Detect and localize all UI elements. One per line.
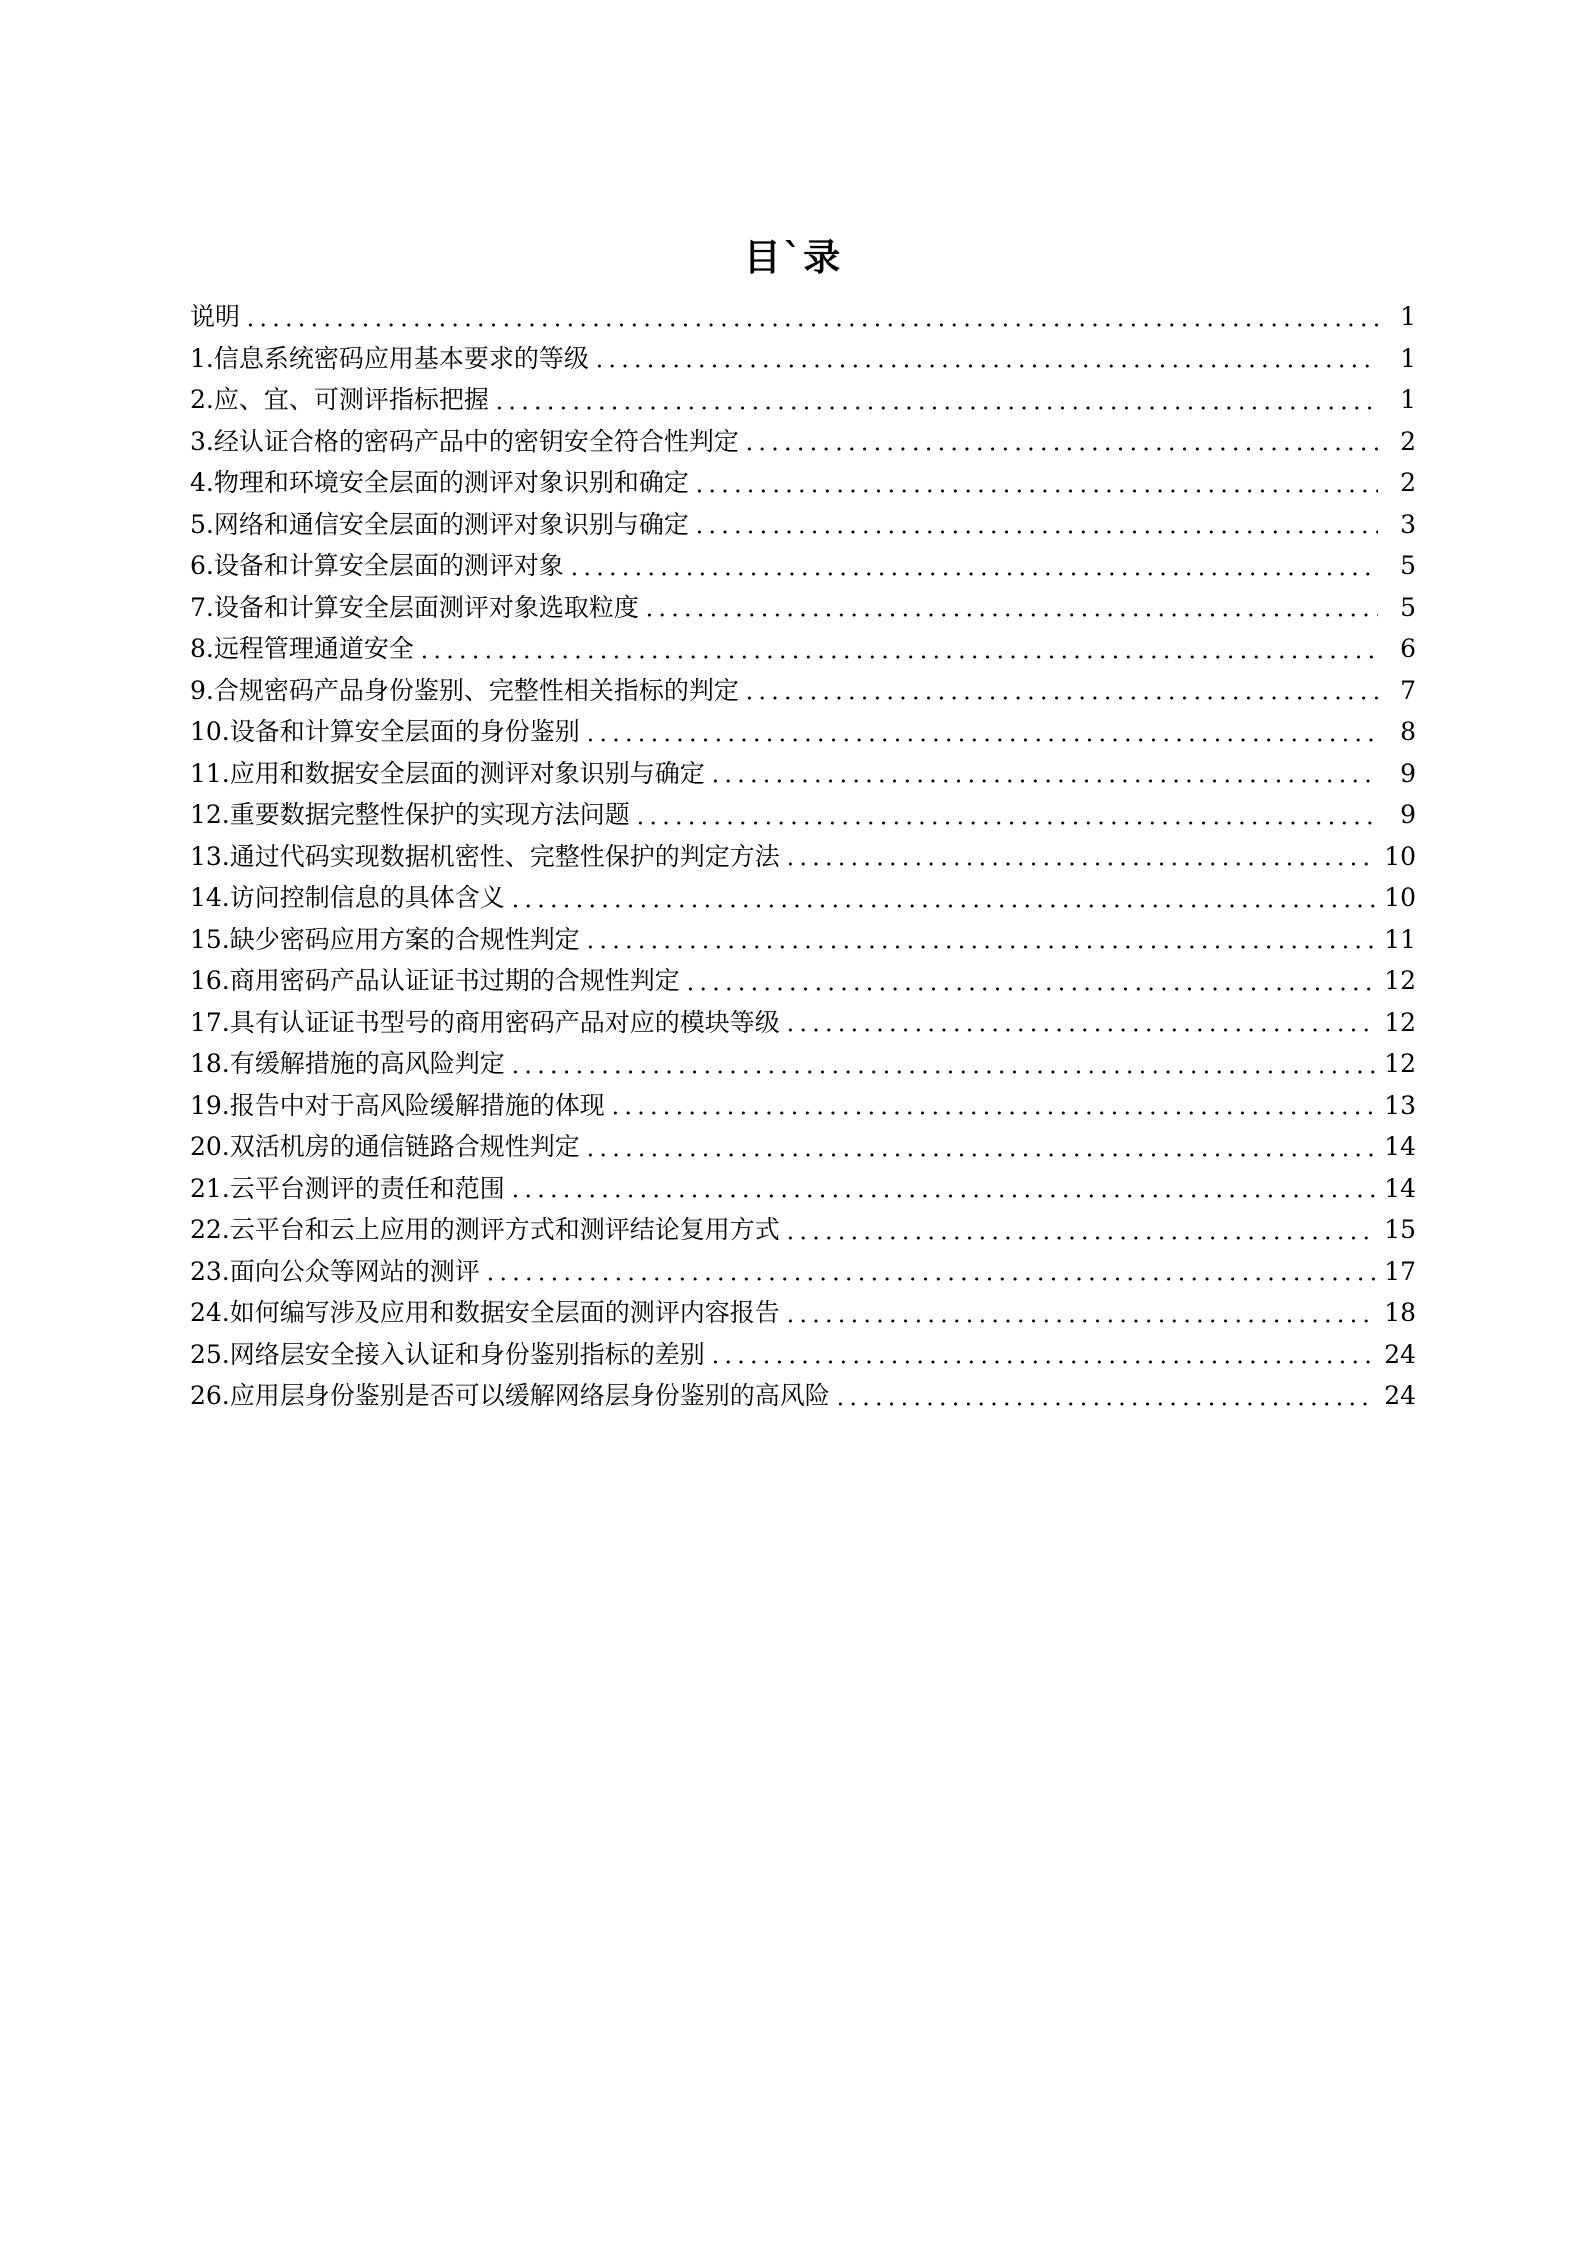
toc-entry-page-number: 8 (1400, 717, 1416, 746)
toc-entry[interactable] (190, 545, 1416, 587)
toc-dot-leader (709, 777, 1378, 785)
toc-entry[interactable] (190, 462, 1416, 504)
toc-entry[interactable] (190, 1085, 1416, 1127)
toc-dot-leader (784, 860, 1376, 868)
toc-dot-leader (684, 985, 1376, 993)
toc-dot-leader (568, 570, 1378, 578)
toc-entry-label: 20.双活机房的通信链路合规性判定 (190, 1132, 580, 1161)
toc-entry[interactable] (190, 1043, 1416, 1085)
toc-entry[interactable] (190, 1002, 1416, 1044)
toc-entry-page-number: 1 (1400, 302, 1416, 331)
toc-dot-leader (509, 902, 1376, 910)
toc-entry-label: 18.有缓解措施的高风险判定 (190, 1049, 505, 1078)
toc-entry-label: 23.面向公众等网站的测评 (190, 1256, 480, 1286)
table-of-contents (190, 296, 1416, 1417)
toc-dot-leader (584, 736, 1378, 744)
toc-entry[interactable] (190, 753, 1416, 795)
toc-entry[interactable] (190, 1251, 1416, 1293)
toc-dot-leader (584, 1151, 1376, 1159)
toc-dot-leader (743, 694, 1378, 702)
toc-entry-page-number: 2 (1400, 426, 1416, 456)
toc-entry-label: 22.云平台和云上应用的测评方式和测评结论复用方式 (190, 1215, 780, 1244)
toc-dot-leader (609, 1109, 1376, 1117)
toc-entry-label: 10.设备和计算安全层面的身份鉴别 (190, 717, 580, 746)
toc-entry-page-number: 12 (1384, 966, 1416, 995)
toc-entry[interactable] (190, 1126, 1416, 1168)
toc-entry-page-number: 24 (1384, 1339, 1416, 1369)
toc-dot-leader (834, 1400, 1376, 1408)
toc-entry-page-number: 5 (1400, 551, 1416, 580)
toc-entry-page-number: 9 (1400, 758, 1416, 788)
toc-entry[interactable] (190, 877, 1416, 919)
toc-entry-page-number: 14 (1384, 1173, 1416, 1203)
toc-dot-leader (784, 1234, 1376, 1242)
toc-entry-page-number: 3 (1400, 509, 1416, 539)
toc-entry-label: 26.应用层身份鉴别是否可以缓解网络层身份鉴别的高风险 (190, 1381, 830, 1410)
toc-entry[interactable] (190, 960, 1416, 1002)
toc-entry[interactable] (190, 296, 1416, 338)
toc-dot-leader (493, 404, 1378, 412)
toc-dot-leader (634, 819, 1378, 827)
toc-entry-label: 3.经认证合格的密码产品中的密钥安全符合性判定 (190, 426, 739, 456)
toc-entry-label: 21.云平台测评的责任和范围 (190, 1173, 505, 1203)
toc-dot-leader (593, 362, 1378, 370)
toc-entry-page-number: 17 (1384, 1256, 1416, 1286)
toc-entry[interactable] (190, 711, 1416, 753)
toc-dot-leader (784, 1317, 1376, 1325)
toc-entry-label: 4.物理和环境安全层面的测评对象识别和确定 (190, 468, 689, 497)
toc-dot-leader (693, 487, 1378, 495)
toc-title: 目`录 (743, 235, 843, 279)
toc-entry-label: 说明 (190, 302, 241, 331)
toc-entry[interactable] (190, 794, 1416, 836)
toc-entry[interactable] (190, 919, 1416, 961)
toc-entry-page-number: 11 (1384, 924, 1416, 954)
toc-entry-page-number: 24 (1384, 1381, 1416, 1410)
toc-entry-label: 14.访问控制信息的具体含义 (190, 883, 505, 912)
toc-entry-page-number: 10 (1384, 883, 1416, 912)
toc-entry-label: 6.设备和计算安全层面的测评对象 (190, 551, 564, 580)
toc-entry-label: 8.远程管理通道安全 (190, 634, 414, 663)
toc-entry-page-number: 15 (1384, 1215, 1416, 1244)
toc-entry-page-number: 10 (1384, 841, 1416, 871)
toc-dot-leader (418, 653, 1378, 661)
toc-entry-label: 11.应用和数据安全层面的测评对象识别与确定 (190, 758, 705, 788)
toc-dot-leader (709, 1358, 1376, 1366)
toc-entry[interactable] (190, 379, 1416, 421)
toc-entry[interactable] (190, 670, 1416, 712)
toc-entry-label: 24.如何编写涉及应用和数据安全层面的测评内容报告 (190, 1298, 780, 1327)
toc-dot-leader (509, 1068, 1376, 1076)
toc-entry[interactable] (190, 1334, 1416, 1376)
toc-entry[interactable] (190, 628, 1416, 670)
toc-entry-page-number: 1 (1400, 385, 1416, 414)
toc-entry-label: 12.重要数据完整性保护的实现方法问题 (190, 800, 630, 829)
toc-entry-label: 7.设备和计算安全层面测评对象选取粒度 (190, 592, 639, 622)
toc-entry-page-number: 13 (1384, 1090, 1416, 1120)
toc-entry-label: 19.报告中对于高风险缓解措施的体现 (190, 1090, 605, 1120)
toc-entry-page-number: 18 (1384, 1298, 1416, 1327)
toc-dot-leader (584, 943, 1376, 951)
toc-entry-label: 5.网络和通信安全层面的测评对象识别与确定 (190, 509, 689, 539)
toc-entry[interactable] (190, 836, 1416, 878)
toc-entry-page-number: 12 (1384, 1049, 1416, 1078)
toc-entry-page-number: 6 (1400, 634, 1416, 663)
toc-entry[interactable] (190, 587, 1416, 629)
toc-entry-page-number: 9 (1400, 800, 1416, 829)
toc-entry-page-number: 14 (1384, 1132, 1416, 1161)
toc-entry-label: 15.缺少密码应用方案的合规性判定 (190, 924, 580, 954)
toc-entry[interactable] (190, 1209, 1416, 1251)
toc-dot-leader (743, 445, 1378, 453)
toc-entry-page-number: 12 (1384, 1007, 1416, 1037)
toc-entry-page-number: 1 (1400, 343, 1416, 373)
toc-entry-label: 25.网络层安全接入认证和身份鉴别指标的差别 (190, 1339, 705, 1369)
toc-dot-leader (784, 1026, 1376, 1034)
toc-entry-label: 16.商用密码产品认证证书过期的合规性判定 (190, 966, 680, 995)
toc-entry-label: 13.通过代码实现数据机密性、完整性保护的判定方法 (190, 841, 780, 871)
toc-entry-label: 17.具有认证证书型号的商用密码产品对应的模块等级 (190, 1007, 780, 1037)
toc-entry-label: 2.应、宜、可测评指标把握 (190, 385, 489, 414)
toc-entry-page-number: 2 (1400, 468, 1416, 497)
toc-entry[interactable] (190, 1168, 1416, 1210)
toc-entry[interactable] (190, 504, 1416, 546)
toc-entry-label: 9.合规密码产品身份鉴别、完整性相关指标的判定 (190, 675, 739, 705)
toc-entry[interactable] (190, 1292, 1416, 1334)
toc-entry[interactable] (190, 1375, 1416, 1417)
toc-entry-label: 1.信息系统密码应用基本要求的等级 (190, 343, 589, 373)
toc-dot-leader (509, 1192, 1376, 1200)
toc-dot-leader (244, 321, 1378, 329)
toc-entry[interactable] (190, 421, 1416, 463)
toc-entry-page-number: 7 (1400, 675, 1416, 705)
toc-entry-page-number: 5 (1400, 592, 1416, 622)
toc-dot-leader (693, 528, 1378, 536)
toc-dot-leader (643, 611, 1378, 619)
toc-entry[interactable] (190, 338, 1416, 380)
toc-dot-leader (484, 1275, 1376, 1283)
